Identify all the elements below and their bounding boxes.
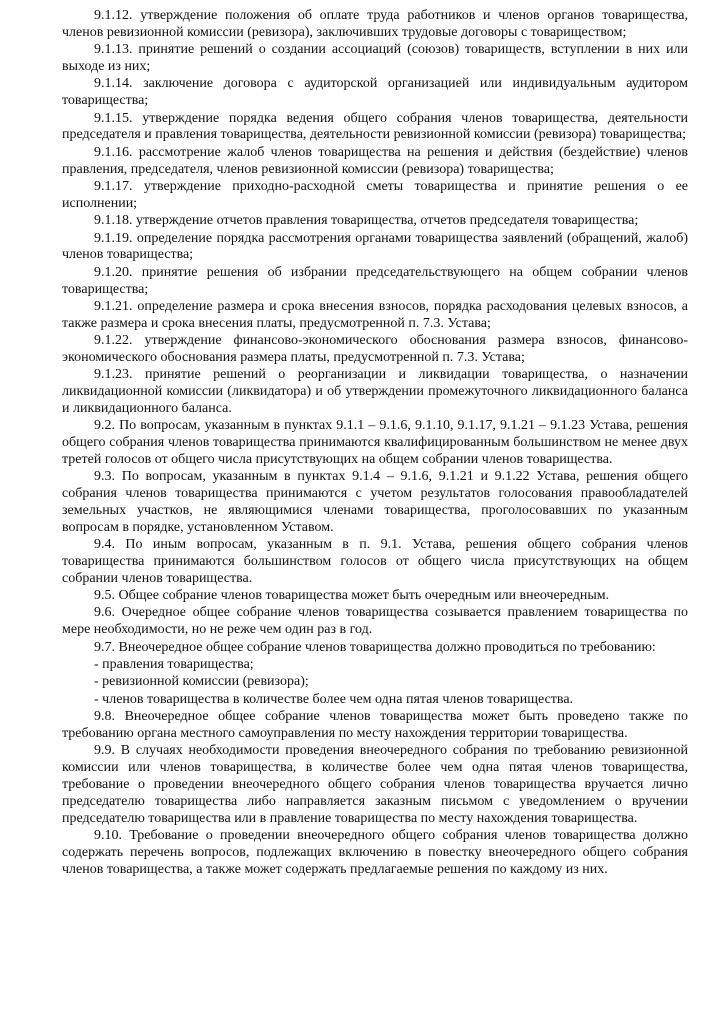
clause-paragraph bbox=[62, 828, 688, 878]
clause-number: 9.1.19. bbox=[94, 230, 133, 246]
clause-number: 9.1.17. bbox=[94, 178, 133, 194]
clause-text: утверждение положения об оплате труда работников и членов органов товарищества, членов ревизионной комиссии (ревизора), заключивших трудовые договоры с товариществом; bbox=[62, 8, 689, 40]
clause-text: По вопросам, указанным в пунктах 9.1.4 – 9.1.6, 9.1.21 и 9.1.22 Устава, решения общего собрания членов товарищества принимаются с учетом результатов голосования правообладателей земельных участков, не являющимися членами товарищества, проголосовавших по указанным вопросам в порядке, установленном Уставом. bbox=[62, 469, 688, 535]
clause-number: 9.7. bbox=[94, 639, 115, 655]
clause-text: рассмотрение жалоб членов товарищества на решения и действия (бездействие) членов правления, председателя, членов ревизионной комиссии (ревизора) товарищества; bbox=[62, 144, 689, 177]
clause-text: Общее собрание членов товарищества может быть очередным или внеочередным. bbox=[118, 588, 610, 603]
clause-paragraph bbox=[62, 709, 688, 743]
clause-paragraph bbox=[62, 537, 688, 587]
clause-number: 9.1.16. bbox=[94, 144, 133, 160]
clause-paragraph bbox=[62, 265, 688, 299]
clause-number: 9.10. bbox=[94, 827, 122, 843]
clause-text: утверждение отчетов правления товарищества, отчетов председателя товарищества; bbox=[136, 213, 639, 229]
clause-paragraph bbox=[62, 605, 688, 639]
clause-text: Очередное общее собрание членов товарищества созывается правлением товарищества по мере необходимости, но не реже чем один раз в год. bbox=[62, 605, 689, 638]
paragraphs-before-list bbox=[62, 8, 688, 656]
clause-paragraph bbox=[62, 76, 688, 110]
clause-number: 9.1.18. bbox=[94, 213, 133, 229]
list-item: - членов товарищества в количестве более чем одна пятая членов товарищества. bbox=[94, 691, 574, 707]
paragraphs-after-list bbox=[62, 709, 688, 878]
clause-number: 9.1.15. bbox=[94, 110, 133, 126]
requirement-list bbox=[62, 657, 688, 709]
clause-text: По вопросам, указанным в пунктах 9.1.1 – 9.1.6, 9.1.10, 9.1.17, 9.1.21 – 9.1.23 Устава, решения общего собрания членов товарищества принимаются квалифицированным большинством не менее двух третей голосов от общего числа присутствующих на общем собрании членов товарищества. bbox=[62, 418, 689, 467]
clause-text: принятие решений о создании ассоциаций (союзов) товариществ, вступлении в них или выходе из них; bbox=[62, 42, 688, 74]
clause-number: 9.1.14. bbox=[94, 76, 133, 92]
clause-number: 9.1.20. bbox=[94, 264, 133, 280]
clause-number: 9.4. bbox=[94, 537, 115, 553]
clause-paragraph bbox=[62, 111, 688, 145]
clause-text: принятие решения об избрании председательствующего на общем собрании членов товарищества; bbox=[62, 264, 688, 297]
clause-text: Внеочередное общее собрание членов товарищества может быть проведено также по требованию органа местного самоуправления по месту нахождения территории товарищества. bbox=[62, 709, 689, 741]
clause-paragraph bbox=[62, 231, 688, 265]
clause-text: В случаях необходимости проведения внеочередного собрания по требованию ревизионной комиссии или членов товарищества, в количестве более чем одна пятая членов товарищества, требование о проведении внеочередного общего собрания членов товарищества вручается лично председателю товарищества либо направляется заказным письмом с уведомлением о вручении председателю товарищества или в правление товарищества по месту нахождения товарищества. bbox=[62, 743, 688, 826]
clause-paragraph bbox=[62, 640, 688, 657]
clause-number: 9.1.23. bbox=[94, 367, 133, 383]
list-item: - ревизионной комиссии (ревизора); bbox=[94, 674, 309, 690]
clause-paragraph bbox=[62, 299, 688, 333]
clause-number: 9.2. bbox=[94, 418, 115, 434]
clause-number: 9.1.22. bbox=[94, 333, 133, 349]
clause-text: По иным вопросам, указанным в п. 9.1. Устава, решения общего собрания членов товарищества принимаются большинством голосов от общего числа присутствующих на общем собрании членов товарищества. bbox=[62, 537, 689, 586]
clause-number: 9.9. bbox=[94, 743, 115, 759]
list-item: - правления товарищества; bbox=[94, 656, 254, 672]
clause-number: 9.5. bbox=[94, 588, 115, 603]
clause-paragraph bbox=[62, 333, 688, 367]
clause-text: определение порядка рассмотрения органами товарищества заявлений (обращений, жалоб) членов товарищества; bbox=[62, 230, 688, 263]
clause-number: 9.8. bbox=[94, 709, 115, 725]
clause-number: 9.3. bbox=[94, 469, 115, 485]
clause-text: утверждение приходно-расходной сметы товарищества и принятие решения о ее исполнении; bbox=[62, 178, 688, 211]
clause-text: утверждение порядка ведения общего собрания членов товарищества, деятельности председателя и правления товарищества, деятельности ревизионной комиссии (ревизора) товарищества; bbox=[62, 110, 689, 143]
clause-text: Требование о проведении внеочередного общего собрания членов товарищества должно содержать перечень вопросов, подлежащих включению в повестку внеочередного общего собрания членов товарищества, а также может содержать предлагаемые решения по каждому из них. bbox=[62, 827, 688, 877]
clause-text: утверждение финансово-экономического обоснования размера взносов, финансово-экономического обоснования размера платы, предусмотренной п. 7.3. Устава; bbox=[62, 333, 689, 365]
clause-paragraph bbox=[62, 588, 688, 605]
clause-text: заключение договора с аудиторской организацией или индивидуальным аудитором товарищества; bbox=[62, 76, 688, 109]
clause-number: 9.6. bbox=[94, 605, 115, 621]
clause-paragraph bbox=[62, 743, 688, 827]
clause-paragraph bbox=[62, 42, 688, 76]
clause-number: 9.1.12. bbox=[94, 8, 133, 23]
clause-paragraph bbox=[62, 179, 688, 213]
clause-text: Внеочередное общее собрание членов товарищества должно проводиться по требованию: bbox=[118, 639, 656, 655]
clause-text: определение размера и срока внесения взносов, порядка расходования целевых взносов, а также размера и срока внесения платы, предусмотренной п. 7.3. Устава; bbox=[62, 298, 688, 331]
clause-text: принятие решений о реорганизации и ликвидации товарищества, о назначении ликвидационной комиссии (ликвидатора) и об утверждении промежуточного ликвидационного баланса и ликвидационного баланса. bbox=[62, 367, 689, 416]
clause-paragraph bbox=[62, 367, 688, 417]
clause-number: 9.1.21. bbox=[94, 298, 133, 314]
clause-paragraph bbox=[62, 213, 688, 230]
clause-paragraph bbox=[62, 145, 688, 179]
clause-paragraph bbox=[62, 469, 688, 536]
clause-number: 9.1.13. bbox=[94, 42, 133, 58]
clause-paragraph bbox=[62, 8, 688, 42]
clause-paragraph bbox=[62, 418, 688, 468]
